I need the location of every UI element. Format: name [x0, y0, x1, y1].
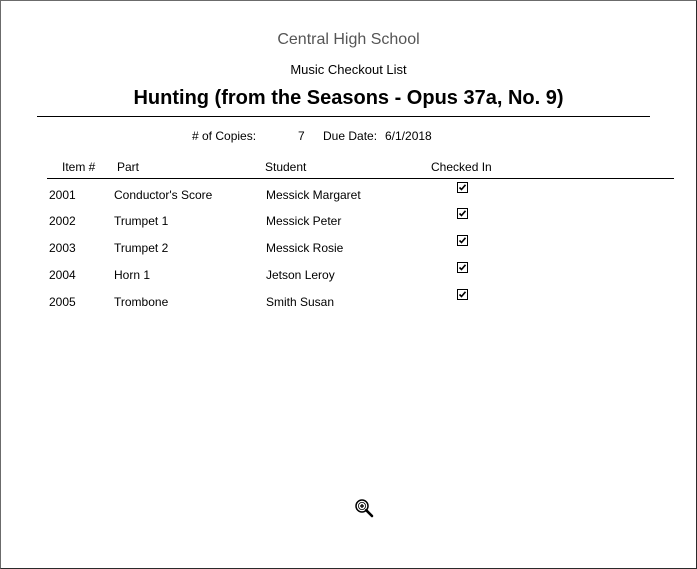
checkmark-icon — [458, 183, 467, 192]
checkmark-icon — [458, 236, 467, 245]
zoom-in-cursor-icon — [353, 498, 375, 518]
checked-in-checkbox — [457, 182, 468, 193]
table-row — [0, 214, 697, 241]
report-subtitle: Music Checkout List — [290, 62, 407, 77]
copies-value: 7 — [298, 129, 305, 143]
checked-in-checkbox — [457, 208, 468, 219]
school-name: Central High School — [277, 31, 420, 48]
student-name: Smith Susan — [266, 295, 335, 309]
column-header-checked-in: Checked In — [431, 160, 492, 174]
checkmark-icon — [458, 263, 467, 272]
part-name: Horn 1 — [114, 268, 151, 282]
item-number: 2005 — [49, 295, 76, 309]
due-date-label: Due Date: — [323, 129, 378, 143]
part-name: Trombone — [114, 295, 169, 309]
column-header-student: Student — [265, 160, 307, 174]
checked-in-checkbox — [457, 235, 468, 246]
table-row — [0, 268, 697, 295]
piece-title: Hunting (from the Seasons - Opus 37a, No. 9) — [133, 87, 564, 109]
checked-in-checkbox — [457, 262, 468, 273]
student-name: Messick Margaret — [266, 188, 361, 202]
column-header-part: Part — [117, 160, 140, 174]
title-divider — [37, 116, 650, 117]
student-name: Messick Peter — [266, 214, 342, 228]
item-number: 2001 — [49, 188, 76, 202]
table-row — [0, 188, 697, 215]
copies-label: # of Copies: — [192, 129, 257, 143]
column-header-item: Item # — [62, 160, 96, 174]
student-name: Jetson Leroy — [266, 268, 335, 282]
item-number: 2003 — [49, 241, 76, 255]
table-row — [0, 241, 697, 268]
student-name: Messick Rosie — [266, 241, 344, 255]
table-row — [0, 295, 697, 322]
checkmark-icon — [458, 290, 467, 299]
part-name: Trumpet 2 — [114, 241, 169, 255]
item-number: 2004 — [49, 268, 76, 282]
item-number: 2002 — [49, 214, 76, 228]
header-divider — [47, 178, 674, 179]
part-name: Trumpet 1 — [114, 214, 169, 228]
checkmark-icon — [458, 209, 467, 218]
checked-in-checkbox — [457, 289, 468, 300]
due-date-value: 6/1/2018 — [385, 129, 432, 143]
part-name: Conductor's Score — [114, 188, 213, 202]
